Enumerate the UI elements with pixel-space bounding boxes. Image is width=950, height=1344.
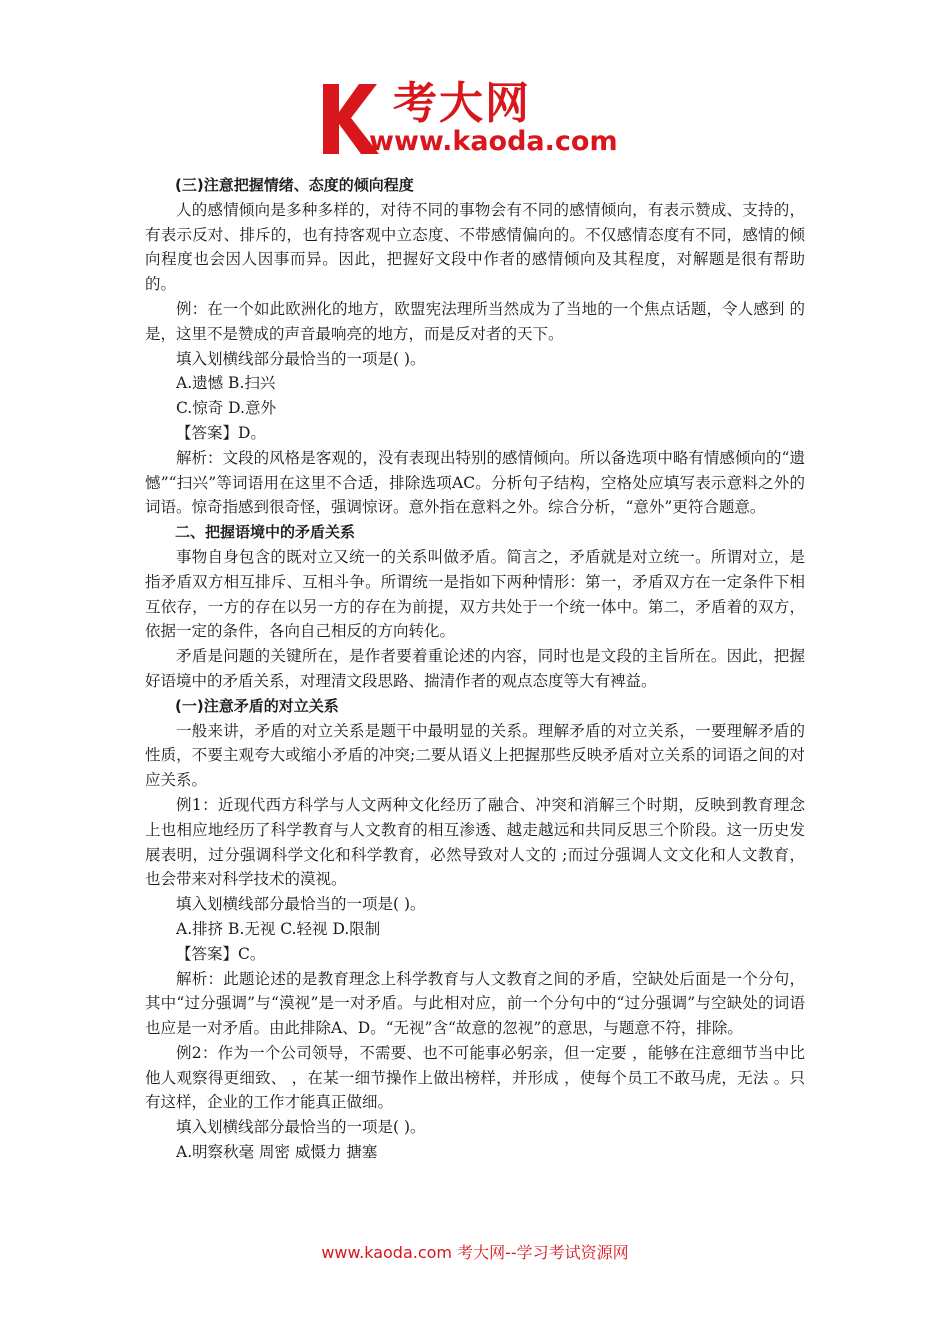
footer-site-text: www.kaoda.com 考大网--学习考试资源网 [321,1243,629,1262]
paragraph: 填入划横线部分最恰当的一项是( )。 [176,1118,426,1137]
logo-url: www.kaoda.com [369,126,618,157]
logo-site-name: 考大网 [393,78,531,129]
paragraph: 人的感情倾向是多种多样的，对待不同的事物会有不同的感情倾向，有表示赞成、支持的，有表示反对、排斥的，也有持客观中立态度、不带感情偏向的。不仅感情态度有不同，感情的倾向程度也会因人因事而异。因此，把握好文段中作者的感情倾向及其程度，对解题是很有帮助的。 [145,200,805,294]
paragraph: 填入划横线部分最恰当的一项是( )。 [176,895,426,914]
paragraph: 解析：文段的风格是客观的，没有表现出特别的感情倾向。所以备选项中略有情感倾向的“遗憾”“扫兴”等词语用在这里不合适，排除选项AC。分析句子结构，空格处应填写表示意料之外的词语。惊奇指感到很奇怪，强调惊讶。意外指在意料之外。综合分析，“意外”更符合题意。 [145,448,805,517]
paragraph: 例2：作为一个公司领导，不需要、也不可能事必躬亲，但一定要 ，能够在注意细节当中比他人观察得更细致、 ，在某一细节操作上做出榜样，并形成 ，使每个员工不敢马虎，无法 。只有这样，企业的工作才能真正做细。 [145,1043,805,1112]
paragraph: 【答案】D。 [176,423,266,442]
paragraph: 矛盾是问题的关键所在，是作者要着重论述的内容，同时也是文段的主旨所在。因此，把握好语境中的矛盾关系，对理清文段思路、揣清作者的观点态度等大有裨益。 [145,647,805,690]
paragraph: 一般来讲，矛盾的对立关系是题干中最明显的关系。理解矛盾的对立关系，一要理解矛盾的性质，不要主观夸大或缩小矛盾的冲突;二要从语义上把握那些反映矛盾对立关系的词语之间的对应关系。 [145,721,805,790]
section-heading: (三)注意把握情绪、态度的倾向程度 [175,176,414,194]
paragraph: 例：在一个如此欧洲化的地方，欧盟宪法理所当然成为了当地的一个焦点话题，令人感到 的是，这里不是赞成的声音最响亮的地方，而是反对者的天下。 [145,299,805,343]
paragraph: A.遗憾 B.扫兴 [176,374,276,393]
paragraph: 填入划横线部分最恰当的一项是( )。 [176,349,426,368]
paragraph: A.排挤 B.无视 C.轻视 D.限制 [176,919,381,938]
paragraph: 例1：近现代西方科学与人文两种文化经历了融合、冲突和消解三个时期，反映到教育理念上也相应地经历了科学教育与人文教育的相互渗透、越走越远和共同反思三个阶段。这一历史发展表明，过分强调科学文化和科学教育，必然导致对人文的 ;而过分强调人文文化和人文教育，也会带来对科学技术的漠视。 [145,795,805,889]
paragraph: 事物自身包含的既对立又统一的关系叫做矛盾。简言之，矛盾就是对立统一。所谓对立，是指矛盾双方相互排斥、互相斗争。所谓统一是指如下两种情形：第一，矛盾双方在一定条件下相互依存，一方的存在以另一方的存在为前提，双方共处于一个统一体中。第二，矛盾着的双方，依据一定的条件，各向自己相反的方向转化。 [145,547,805,641]
section-heading: 二、把握语境中的矛盾关系 [175,523,356,542]
paragraph: 解析：此题论述的是教育理念上科学教育与人文教育之间的矛盾，空缺处后面是一个分句，其中“过分强调”与“漠视”是一对矛盾。与此相对应，前一个分句中的“过分强调”与空缺处的词语也应是一对矛盾。由此排除A、D。“无视”含“故意的忽视”的意思，与题意不符，排除。 [145,969,805,1038]
paragraph: C.惊奇 D.意外 [176,399,276,418]
paragraph: A.明察秋毫 周密 威慑力 搪塞 [176,1143,378,1162]
document-body [145,173,805,1165]
section-heading: (一)注意矛盾的对立关系 [175,696,339,715]
kaoda-logo [315,78,645,160]
paragraph: 【答案】C。 [176,944,266,963]
